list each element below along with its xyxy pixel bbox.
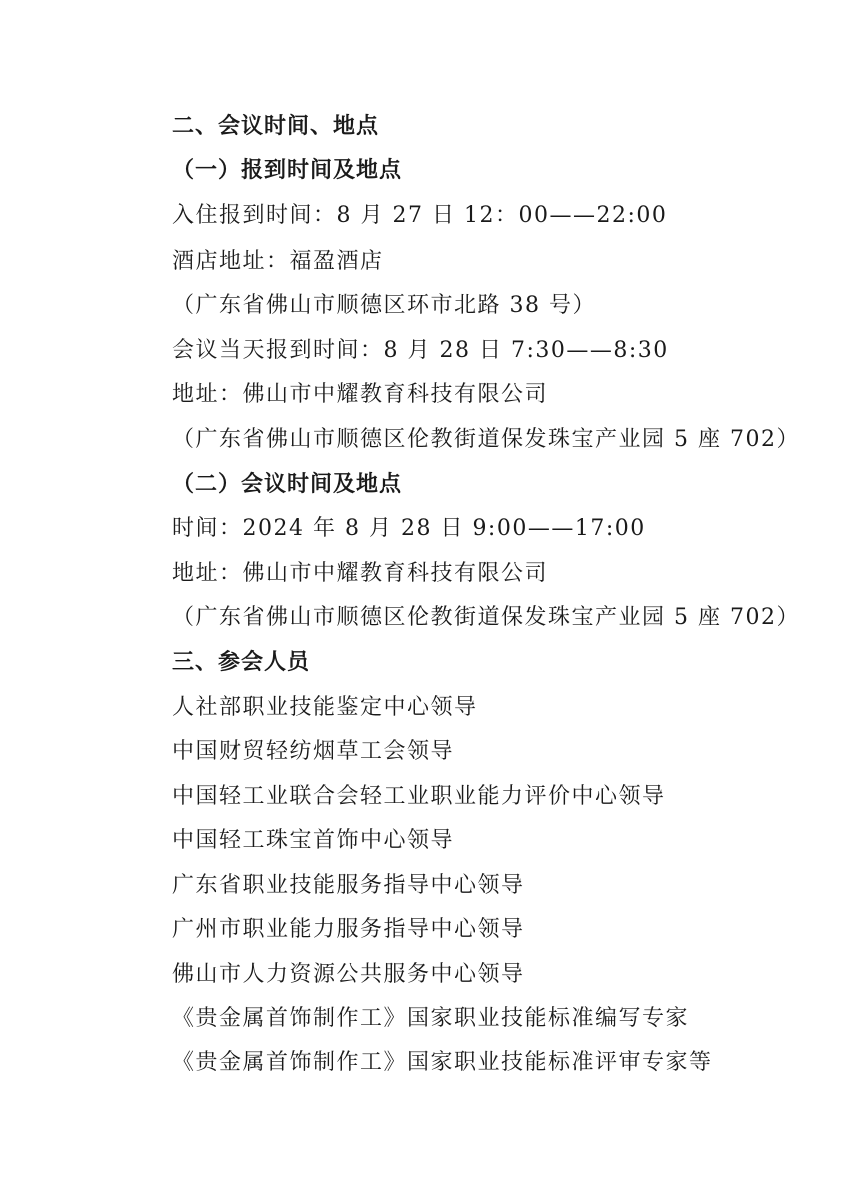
registration-venue-address-detail: （广东省佛山市顺德区伦教街道保发珠宝产业园 5 座 702） <box>172 427 800 452</box>
hotel-address-detail: （广东省佛山市顺德区环市北路 38 号） <box>172 293 596 318</box>
attendee-item: 广州市职业能力服务指导中心领导 <box>172 917 525 942</box>
checkin-registration-time: 入住报到时间：8 月 27 日 12：00——22:00 <box>172 203 668 228</box>
attendee-item: 人社部职业技能鉴定中心领导 <box>172 695 478 720</box>
attendee-item: 《贵金属首饰制作工》国家职业技能标准编写专家 <box>172 1006 690 1031</box>
subsection-heading-registration: （一）报到时间及地点 <box>172 158 403 183</box>
section-heading-attendees: 三、参会人员 <box>172 650 311 675</box>
meeting-venue-address-detail: （广东省佛山市顺德区伦教街道保发珠宝产业园 5 座 702） <box>172 605 800 630</box>
hotel-address: 酒店地址：福盈酒店 <box>172 249 384 274</box>
meeting-time: 时间：2024 年 8 月 28 日 9:00——17:00 <box>172 516 646 541</box>
registration-venue-address: 地址：佛山市中耀教育科技有限公司 <box>172 382 549 407</box>
attendee-item: 《贵金属首饰制作工》国家职业技能标准评审专家等 <box>172 1050 713 1075</box>
attendee-item: 中国财贸轻纺烟草工会领导 <box>172 739 455 764</box>
attendee-item: 中国轻工业联合会轻工业职业能力评价中心领导 <box>172 784 666 809</box>
attendee-item: 中国轻工珠宝首饰中心领导 <box>172 828 455 853</box>
meeting-venue-address: 地址：佛山市中耀教育科技有限公司 <box>172 561 549 586</box>
attendee-item: 广东省职业技能服务指导中心领导 <box>172 873 525 898</box>
meeting-day-registration-time: 会议当天报到时间：8 月 28 日 7:30——8:30 <box>172 338 669 363</box>
section-heading-meeting-time-place: 二、会议时间、地点 <box>172 114 380 139</box>
attendee-item: 佛山市人力资源公共服务中心领导 <box>172 962 525 987</box>
subsection-heading-meeting: （二）会议时间及地点 <box>172 472 403 497</box>
